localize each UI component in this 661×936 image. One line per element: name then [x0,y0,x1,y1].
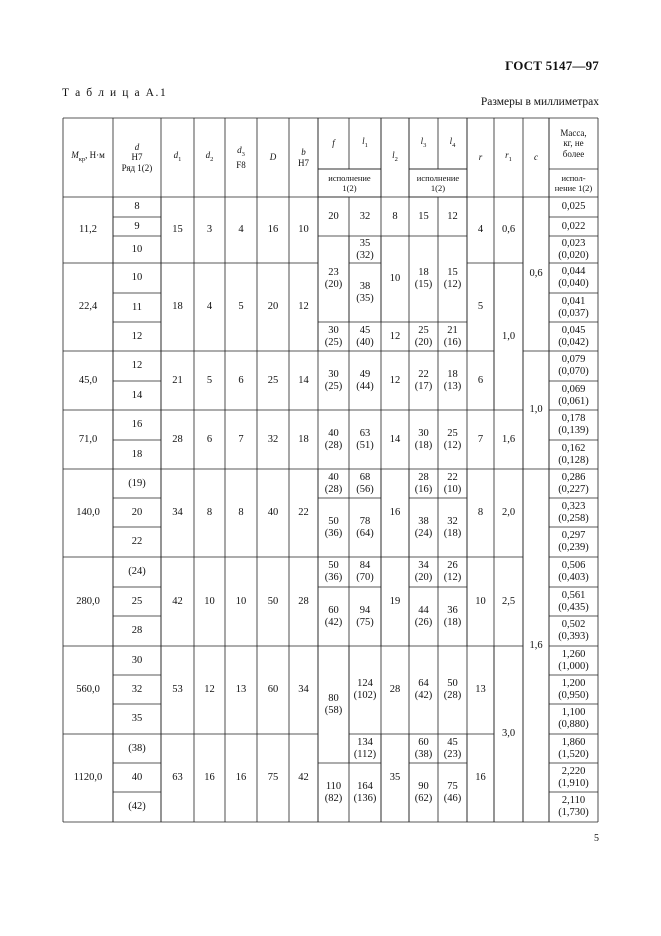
d-cell: 14 [131,389,143,401]
b-cell: 34 [298,684,309,695]
header-execution-mass: испол- нение 1(2) [554,173,593,193]
header-d3: $d_3$ F8 [236,144,246,170]
l4-cell: 32 (18) [443,515,462,539]
mass-cell: 0,561 (0,435) [558,589,589,613]
l3-cell: 34 (20) [414,560,433,583]
header-mkr-unit: , Н·м [85,149,105,160]
r-cell: 8 [477,507,484,518]
mass-cell: 1,100 (0,880) [558,707,589,730]
header-mkr-symbol: M [71,149,79,160]
l2-cell: 14 [389,433,401,445]
l3-cell: 25 (20) [414,324,433,348]
mass-cell: 0,286 (0,227) [558,471,589,495]
d3-cell: 10 [235,595,247,607]
l4-cell: 25 (12) [443,427,462,451]
d-cell: 40 [131,771,143,783]
d-cell: 12 [131,330,143,342]
header-d-series: Ряд 1(2) [121,162,153,173]
r-cell: 7 [477,433,484,445]
d2-cell: 10 [204,595,215,607]
header-d1: $d_1$ [173,149,182,163]
d3-cell: 13 [235,684,247,695]
d-cell: 12 [131,360,143,371]
l4-cell: 45 (23) [443,736,462,760]
d3-cell: 16 [235,772,247,783]
l3-cell: 30 (18) [414,427,433,451]
mkr-cell: 11,2 [79,224,97,235]
l3-cell: 44 (26) [414,604,433,628]
header-d-tolerance: H7 [131,152,143,163]
l2-cell: 28 [389,684,401,695]
mkr-cell: 140,0 [76,507,100,518]
f-cell: 30 (25) [324,324,343,348]
f-cell: 50 (36) [324,560,343,583]
b-cell: 42 [298,772,309,783]
header-b: b H7 [298,147,309,168]
d-cell: 16 [131,419,143,430]
l1-cell: 45 (40) [356,324,374,348]
mass-cell: 0,297 (0,239) [558,530,589,553]
d3-cell: 6 [238,374,244,386]
mass-cell: 0,045 (0,042) [558,324,589,348]
mass-cell: 1,260 (1,000) [558,648,589,672]
r-cell: 6 [477,374,484,386]
d3-cell: 7 [238,433,244,445]
mass-cell: 0,044 (0,040) [558,266,589,289]
l3-cell: 90 (62) [414,780,433,804]
mkr-cell: 45,0 [78,374,98,386]
r-cell: 13 [475,684,486,695]
mass-cell: 0,502 (0,393) [558,619,589,642]
D-cell: 20 [267,301,279,312]
c-cell: 1,6 [529,639,543,651]
f-cell: 23 (20) [324,267,343,290]
header-mkr [63,118,113,197]
d3-cell: 8 [238,507,244,518]
b-cell: 14 [298,374,309,386]
f-cell: 30 (25) [324,368,343,392]
d-cell: 11 [131,301,143,313]
l2-cell: 16 [389,507,401,518]
header-d-symbol: d [134,141,140,152]
r1-cell: 1,0 [501,330,516,342]
mkr-cell: 22,4 [78,301,98,312]
d-cell: (19) [128,477,146,489]
l1-cell: 94 (75) [356,604,374,628]
D-cell: 25 [267,374,279,386]
l4-cell: 26 (12) [443,560,462,583]
mass-cell: 1,860 (1,520) [558,736,589,760]
mass-cell: 0,041 (0,037) [558,295,589,319]
r-cell: 4 [477,224,484,235]
d1-cell: 15 [172,224,183,235]
b-cell: 22 [298,507,309,518]
d-cell: 32 [131,683,143,695]
table-title: Т а б л и ц а А.1 [62,87,168,99]
mass-cell: 0,506 (0,403) [558,560,589,583]
l2-cell: 12 [389,374,401,386]
r-cell: 10 [475,595,486,607]
header-execution-f-l1: исполнение 1(2) [328,173,371,193]
mass-cell: 1,200 (0,950) [558,677,589,701]
d1-cell: 18 [172,301,183,312]
mass-cell: 2,220 (1,910) [558,765,589,789]
r1-cell: 2,0 [501,507,516,518]
l1-cell: 35 (32) [356,237,374,261]
r1-cell: 2,5 [501,595,516,607]
header-d2: $d_2$ [205,149,214,163]
l2-cell: 12 [389,330,401,342]
d-cell: 20 [131,506,143,518]
header-l1: $l_1$ [362,135,368,149]
header-b-tolerance: H7 [298,157,309,168]
d-cell: (42) [128,801,146,812]
d1-cell: 63 [172,772,183,783]
header-l3: $l_3$ [420,135,427,149]
r1-cell: 3,0 [501,728,516,739]
D-cell: 32 [267,433,279,445]
d-cell: 25 [131,595,143,607]
l1-cell: 84 (70) [356,560,374,583]
r1-cell: 1,6 [501,433,516,445]
d-cell: (24) [128,566,146,577]
d2-cell: 4 [206,301,213,312]
d2-cell: 3 [206,224,213,235]
mass-cell: 0,079 (0,070) [558,354,589,377]
l2-cell: 10 [389,273,401,284]
mass-cell: 2,110 (1,730) [558,795,589,818]
l1-cell: 32 [359,210,371,222]
l1-cell: 134 (112) [353,736,377,760]
mass-cell: 0,023 (0,020) [558,237,589,261]
D-cell: 40 [267,507,279,518]
D-cell: 75 [267,772,279,783]
d2-cell: 16 [204,772,215,783]
mass-cell: 0,069 (0,061) [558,383,589,407]
f-cell: 40 (28) [324,471,343,495]
l3-cell: 64 (42) [414,678,433,701]
l4-cell: 15 (12) [443,267,462,290]
l1-cell: 124 (102) [353,678,377,701]
d1-cell: 53 [172,684,183,695]
b-cell: 10 [298,224,309,235]
mkr-cell: 71,0 [78,433,98,445]
d1-cell: 34 [172,507,183,518]
l4-cell: 50 (28) [443,678,462,701]
mkr-cell: 1120,0 [73,772,103,783]
page-number: 5 [594,833,599,844]
l1-cell: 68 (56) [356,471,374,495]
d2-cell: 6 [206,433,213,445]
standard-number: ГОСТ 5147—97 [505,58,599,73]
f-cell: 20 [328,210,339,222]
mass-cell: 0,025 [561,201,586,212]
l1-cell: 38 (35) [356,280,374,304]
l4-cell: 36 (18) [443,604,462,628]
l2-cell: 35 [389,772,401,783]
c-cell: 1,0 [529,404,543,415]
d-cell: 8 [134,201,140,212]
header-r1: $r_1$ [505,149,512,163]
mass-cell: 0,162 (0,128) [558,442,589,466]
header-l2: $l_2$ [392,149,398,163]
mass-cell: 0,323 (0,258) [558,500,589,524]
header-d [113,118,161,197]
header-l4: $l_4$ [449,135,456,149]
header-execution-l3-l4: исполнение 1(2) [416,173,460,193]
l3-cell: 15 [418,210,429,222]
r-cell: 16 [475,772,486,783]
d1-cell: 21 [172,374,183,386]
D-cell: 16 [267,224,279,235]
d-cell: 10 [131,243,143,255]
l3-cell: 28 (16) [414,471,433,495]
mass-cell: 0,022 [561,220,586,232]
f-cell: 80 (58) [324,692,343,716]
d-cell: (38) [128,742,146,754]
header-D: D [269,152,277,163]
header-f: f [332,138,335,149]
f-cell: 60 (42) [324,604,343,628]
d1-cell: 28 [172,433,183,445]
D-cell: 60 [267,684,279,695]
r-cell: 5 [477,301,484,312]
l3-cell: 38 (24) [414,515,433,539]
d-cell: 28 [131,625,143,636]
D-cell: 50 [267,595,279,607]
d-cell: 18 [131,448,143,460]
c-cell: 0,6 [529,268,543,279]
r1-cell: 0,6 [501,224,516,235]
d-cell: 35 [131,713,143,724]
b-cell: 12 [298,301,309,312]
d-cell: 10 [131,272,143,283]
header-d3-tolerance: F8 [236,159,246,170]
f-cell: 50 (36) [324,515,343,539]
l1-cell: 49 (44) [356,368,374,392]
l1-cell: 164 (136) [353,780,377,804]
d-cell: 30 [131,654,143,666]
l2-cell: 8 [392,210,398,222]
header-mkr-sub: кр [78,155,86,163]
l1-cell: 78 (64) [356,515,374,539]
f-cell: 40 (28) [324,427,343,451]
mkr-cell: 560,0 [76,684,100,695]
l4-cell: 22 (10) [443,471,462,495]
mass-cell: 0,178 (0,139) [558,413,589,436]
l3-cell: 18 (15) [414,267,433,290]
f-cell: 110 (82) [324,780,343,804]
header-c: c [534,152,538,163]
d3-cell: 4 [238,224,244,235]
d-cell: 22 [131,536,143,547]
l2-cell: 19 [389,595,401,607]
d2-cell: 8 [206,507,213,518]
l3-cell: 60 (38) [414,736,433,760]
d2-cell: 5 [206,374,213,386]
l4-cell: 12 [447,210,458,222]
b-cell: 28 [298,595,309,607]
l4-cell: 75 (46) [443,780,462,804]
d2-cell: 12 [204,684,215,695]
b-cell: 18 [298,433,309,445]
units-note: Размеры в миллиметрах [480,96,599,108]
header-mass: Масса, кг, не более [560,127,587,159]
d-cell: 9 [134,220,140,232]
mkr-cell: 280,0 [76,595,100,607]
l4-cell: 21 (16) [443,324,462,348]
header-r: r [478,152,483,163]
l4-cell: 18 (13) [443,368,462,392]
l1-cell: 63 (51) [356,427,374,451]
d3-cell: 5 [238,301,244,312]
l3-cell: 22 (17) [414,368,433,392]
d1-cell: 42 [172,595,183,607]
